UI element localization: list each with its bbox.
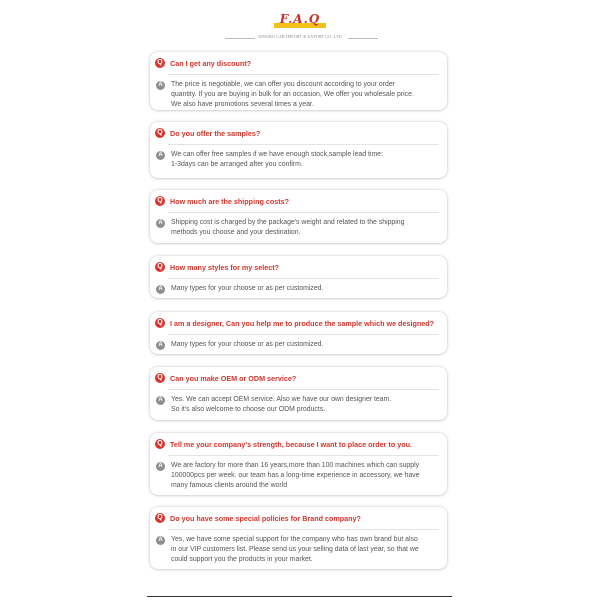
question-row bbox=[155, 513, 441, 525]
company-subtitle: NINGBO LAB IMPORT & EXPORT CO.,LTD bbox=[258, 34, 342, 39]
question-row bbox=[155, 196, 441, 208]
card-divider bbox=[168, 529, 439, 530]
answer-icon: A bbox=[156, 285, 165, 294]
faq-card bbox=[150, 122, 447, 178]
card-divider bbox=[168, 212, 439, 213]
question-text: Tell me your company's strength, because I want to place order to you. bbox=[170, 440, 413, 449]
question-text: Do you offer the samples? bbox=[170, 129, 261, 138]
answer-icon: A bbox=[156, 151, 165, 160]
faq-card bbox=[150, 190, 447, 243]
card-divider bbox=[168, 74, 439, 75]
answer-text: The price is negotiable, we can offer you discount according to your order quantity. If you are buying in bulk for an occasion, We offer you wholesale price. We also have promotions several times a year. bbox=[171, 81, 414, 108]
question-text: Can I get any discount? bbox=[170, 59, 252, 68]
question-row bbox=[155, 373, 441, 385]
question-row bbox=[155, 128, 441, 140]
answer-text: Shipping cost is charged by the package's weight and related to the shipping methods you choose and your destination. bbox=[171, 219, 405, 236]
question-icon: Q bbox=[155, 318, 165, 328]
answer-text: Many types for your choose or as per customized. bbox=[171, 285, 324, 292]
faq-card bbox=[150, 433, 447, 495]
question-text: How much are the shipping costs? bbox=[170, 197, 290, 206]
answer-text: We are factory for more than 16 years,more than 100 machines which can supply 100000pcs per week. our team has a long-time experience in accessory, we have many famous clients around the world bbox=[171, 462, 420, 489]
card-divider bbox=[168, 334, 439, 335]
answer-text: Many types for your choose or as per customized. bbox=[171, 341, 324, 348]
answer-text: We can offer free samples if we have enough stock,sample lead time: 1-3days can be arranged after you confirm. bbox=[171, 151, 383, 168]
faq-title-block bbox=[274, 12, 326, 30]
answer-icon: A bbox=[156, 81, 165, 90]
question-icon: Q bbox=[155, 262, 165, 272]
card-divider bbox=[168, 455, 439, 456]
faq-card bbox=[150, 507, 447, 569]
faq-title: F.A.Q bbox=[279, 12, 321, 26]
question-icon: Q bbox=[155, 373, 165, 383]
question-icon: Q bbox=[155, 513, 165, 523]
answer-icon: A bbox=[156, 341, 165, 350]
question-icon: Q bbox=[155, 58, 165, 68]
faq-card bbox=[150, 367, 447, 420]
question-row bbox=[155, 439, 441, 451]
faq-card bbox=[150, 256, 447, 298]
answer-text: Yes, we have some special support for the company who has own brand but also in our VIP customers list. Please send us your selling data of last year, so that we could support you the products in your market. bbox=[171, 536, 419, 563]
footer-divider bbox=[147, 596, 452, 597]
answer-icon: A bbox=[156, 462, 165, 471]
answer-icon: A bbox=[156, 396, 165, 405]
faq-header bbox=[0, 12, 600, 42]
question-text: Can you make OEM or ODM service? bbox=[170, 374, 297, 383]
answer-text: Yes. We can accept OEM service. Also we have our own designer team. So it's also welcome to choose our ODM products. bbox=[171, 396, 392, 413]
question-text: I am a designer, Can you help me to produce the sample which we designed? bbox=[170, 319, 434, 328]
question-row bbox=[155, 318, 441, 330]
question-icon: Q bbox=[155, 196, 165, 206]
question-text: How many styles for my select? bbox=[170, 263, 280, 272]
answer-icon: A bbox=[156, 219, 165, 228]
question-icon: Q bbox=[155, 439, 165, 449]
card-divider bbox=[168, 389, 439, 390]
question-row bbox=[155, 262, 441, 274]
faq-card bbox=[150, 312, 447, 354]
question-icon: Q bbox=[155, 128, 165, 138]
card-divider bbox=[168, 278, 439, 279]
faq-card bbox=[150, 52, 447, 110]
answer-icon: A bbox=[156, 536, 165, 545]
question-text: Do you have some special policies for Brand company? bbox=[170, 514, 361, 523]
subtitle-rule-right bbox=[348, 38, 378, 39]
question-row bbox=[155, 58, 441, 70]
card-divider bbox=[168, 144, 439, 145]
